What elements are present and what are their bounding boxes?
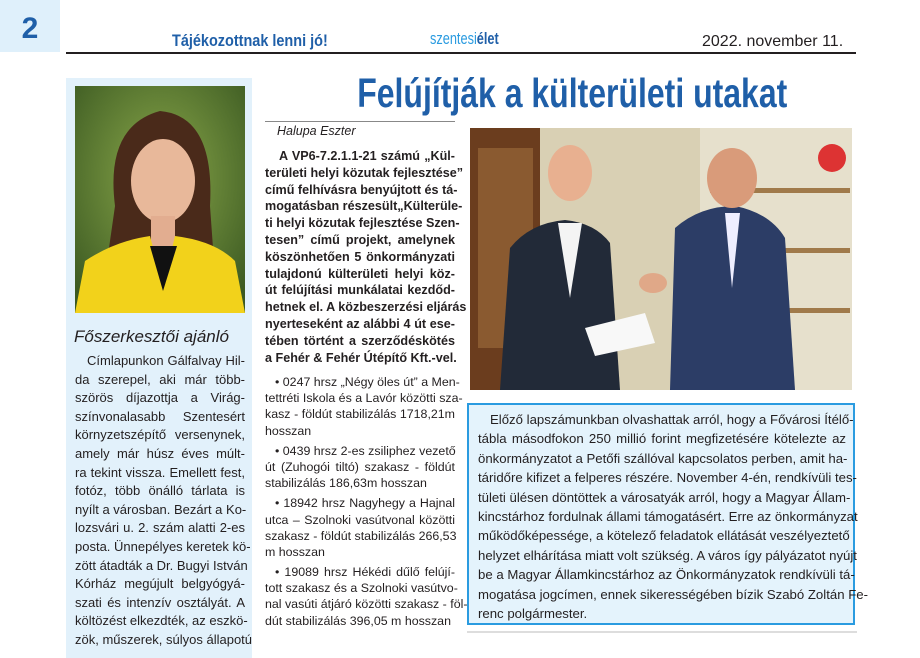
text-line: környzetszépítő versenynek, xyxy=(75,427,245,443)
bottom-rule xyxy=(467,631,857,633)
text-line: renc polgármester. xyxy=(478,605,588,621)
text-line: a Fehér & Fehér Útépítő Kft.-vel. xyxy=(265,350,457,365)
text-line: kasz - földút stabilizálás 1718,21m xyxy=(265,407,455,422)
text-line: mogatásban részesült„Külterüle- xyxy=(265,199,463,214)
text-line: nyerteseként az alábbi 4 út ese- xyxy=(265,316,455,331)
text-line: Előző lapszámunkban olvashattak arról, hogy a Fővárosi Ítélő- xyxy=(490,412,854,427)
publication-logo xyxy=(430,29,499,49)
text-line: lozsvári u. 2. szám alatti 2-es xyxy=(75,520,245,536)
text-line: tábla másodfokon 250 millió forint megfizetésére kötelezte az xyxy=(478,431,846,447)
text-line: A VP6-7.2.1.1-21 számú „Kül- xyxy=(279,149,455,163)
text-line: tesen” című projekt, amelynek xyxy=(265,232,455,247)
text-line: zött átadták a Dr. Bugyi István xyxy=(75,557,248,573)
text-line: • 19089 hrsz Hékédi dűlő felújí- xyxy=(275,565,455,580)
text-line: hosszan xyxy=(265,423,312,438)
issue-date: 2022. november 11. xyxy=(702,33,844,50)
info-box-text xyxy=(478,410,868,623)
text-line: tulajdonú külterületi helyi köz- xyxy=(265,266,455,281)
text-line: zök, műszerek, súlyos állapotú xyxy=(75,631,253,647)
text-line: működőképessége, a kötelező feladatok ellátását veszélyeztető xyxy=(478,528,850,544)
text-line: • 0439 hrsz 2-es zsiliphez vezető xyxy=(275,443,456,458)
road-list xyxy=(265,374,468,629)
list-item xyxy=(265,443,455,492)
text-line: • 0247 hrsz „Négy öles út” a Men- xyxy=(275,375,460,389)
sidebar-text xyxy=(75,352,253,650)
text-line: posta. Ünnepélyes keretek kö- xyxy=(75,538,251,554)
logo-part: élet xyxy=(476,29,499,48)
text-line: Kórház megújult belgyógyá- xyxy=(75,576,245,592)
text-line: szörös díjazottja a Virág- xyxy=(75,390,245,406)
text-line: táridőre kifizet a felperes részére. November 4-én, rendkívüli tes- xyxy=(478,470,857,486)
text-line: ti helyi közutak fejlesztése Szen- xyxy=(265,216,460,231)
text-line: da szerepel, aki már több- xyxy=(75,371,245,387)
handshake-photo xyxy=(470,128,852,390)
list-item xyxy=(265,495,455,560)
text-line: szati és intenzív osztályát. A xyxy=(75,594,245,610)
text-line: Címlapunkon Gálfalvay Hil- xyxy=(87,353,245,368)
text-line: fotóz, több önálló tárlata is xyxy=(75,483,245,499)
page-number: 2 xyxy=(0,0,60,52)
header-slogan: Tájékozottnak lenni jó! xyxy=(172,31,328,50)
text-line: köszönhetően 5 önkormányzati xyxy=(265,249,455,264)
text-line: nyílt a városban. Bezárt a Ko- xyxy=(75,501,247,517)
list-item xyxy=(265,564,468,629)
text-line: önkormányzatot a Petőfi szállóval kapcsolatos perben, amit ha- xyxy=(478,450,848,466)
text-line: című felhívásra benyújtott és tá- xyxy=(265,182,458,197)
text-line: mogatása jogcímen, ennek sikerességében bízik Szabó Zoltán Fe- xyxy=(478,586,868,602)
text-line: út (Zuhogói tiltó) szakasz - földút xyxy=(265,459,455,474)
article-author: Halupa Eszter xyxy=(277,124,356,138)
list-item xyxy=(265,374,463,439)
sidebar-heading: Főszerkesztői ajánló xyxy=(74,327,229,346)
text-line: • 18942 hrsz Nagyhegy a Hajnal xyxy=(275,496,455,511)
text-line: út felújítási munkálatai kezdőd- xyxy=(265,283,455,298)
text-line: m hosszan xyxy=(265,544,325,559)
logo-part: szentesi xyxy=(430,29,477,48)
text-line: amely már húsz éves múlt- xyxy=(75,445,245,461)
text-line: színvonalasabb Szentesért xyxy=(75,408,245,424)
text-line: be a Magyar Államkincstárhoz az Önkormányzatok rendkívüli tá- xyxy=(478,567,855,583)
text-line: szakasz - földút stabilizálás 266,53 xyxy=(265,528,457,543)
text-line: költözést elkezdték, az eszkö- xyxy=(75,613,248,629)
text-line: helyzet elhárítása miatt volt szükség. A város így pályázatot nyújt xyxy=(478,547,857,563)
text-line: nal vasúti átjáró közötti szakasz - föl- xyxy=(265,597,468,612)
text-line: tettréti Iskola és a Lavór közötti sza- xyxy=(265,391,463,406)
text-line: stabilizálás 186,63m hosszan xyxy=(265,476,427,491)
text-line: tott szakasz és a Szolnoki vasútvo- xyxy=(265,581,458,596)
text-line: tületi ülésen döntöttek a városatyák arról, hogy a Magyar Állam- xyxy=(478,489,851,505)
text-line: dút stabilizálás 396,05 m hosszan xyxy=(265,613,451,628)
article-title: Felújítják a külterületi utakat xyxy=(357,70,788,116)
text-line: kincstárhoz fordulnak állami támogatásért. Erre az önkormányzat xyxy=(478,508,858,524)
portrait-photo xyxy=(75,86,245,313)
text-line: tében történt a szerződéskötés xyxy=(265,333,455,348)
article-lead xyxy=(265,148,467,366)
title-rule xyxy=(265,121,455,122)
text-line: területi helyi közutak fejlesztése” xyxy=(265,165,464,180)
text-line: hetnek el. A közbeszerzési eljárás xyxy=(265,300,467,315)
text-line: utca – Szolnoki vasútvonal közötti xyxy=(265,512,455,527)
header-rule xyxy=(66,52,856,54)
text-line: ra tekint vissza. Emellett fest, xyxy=(75,464,245,480)
